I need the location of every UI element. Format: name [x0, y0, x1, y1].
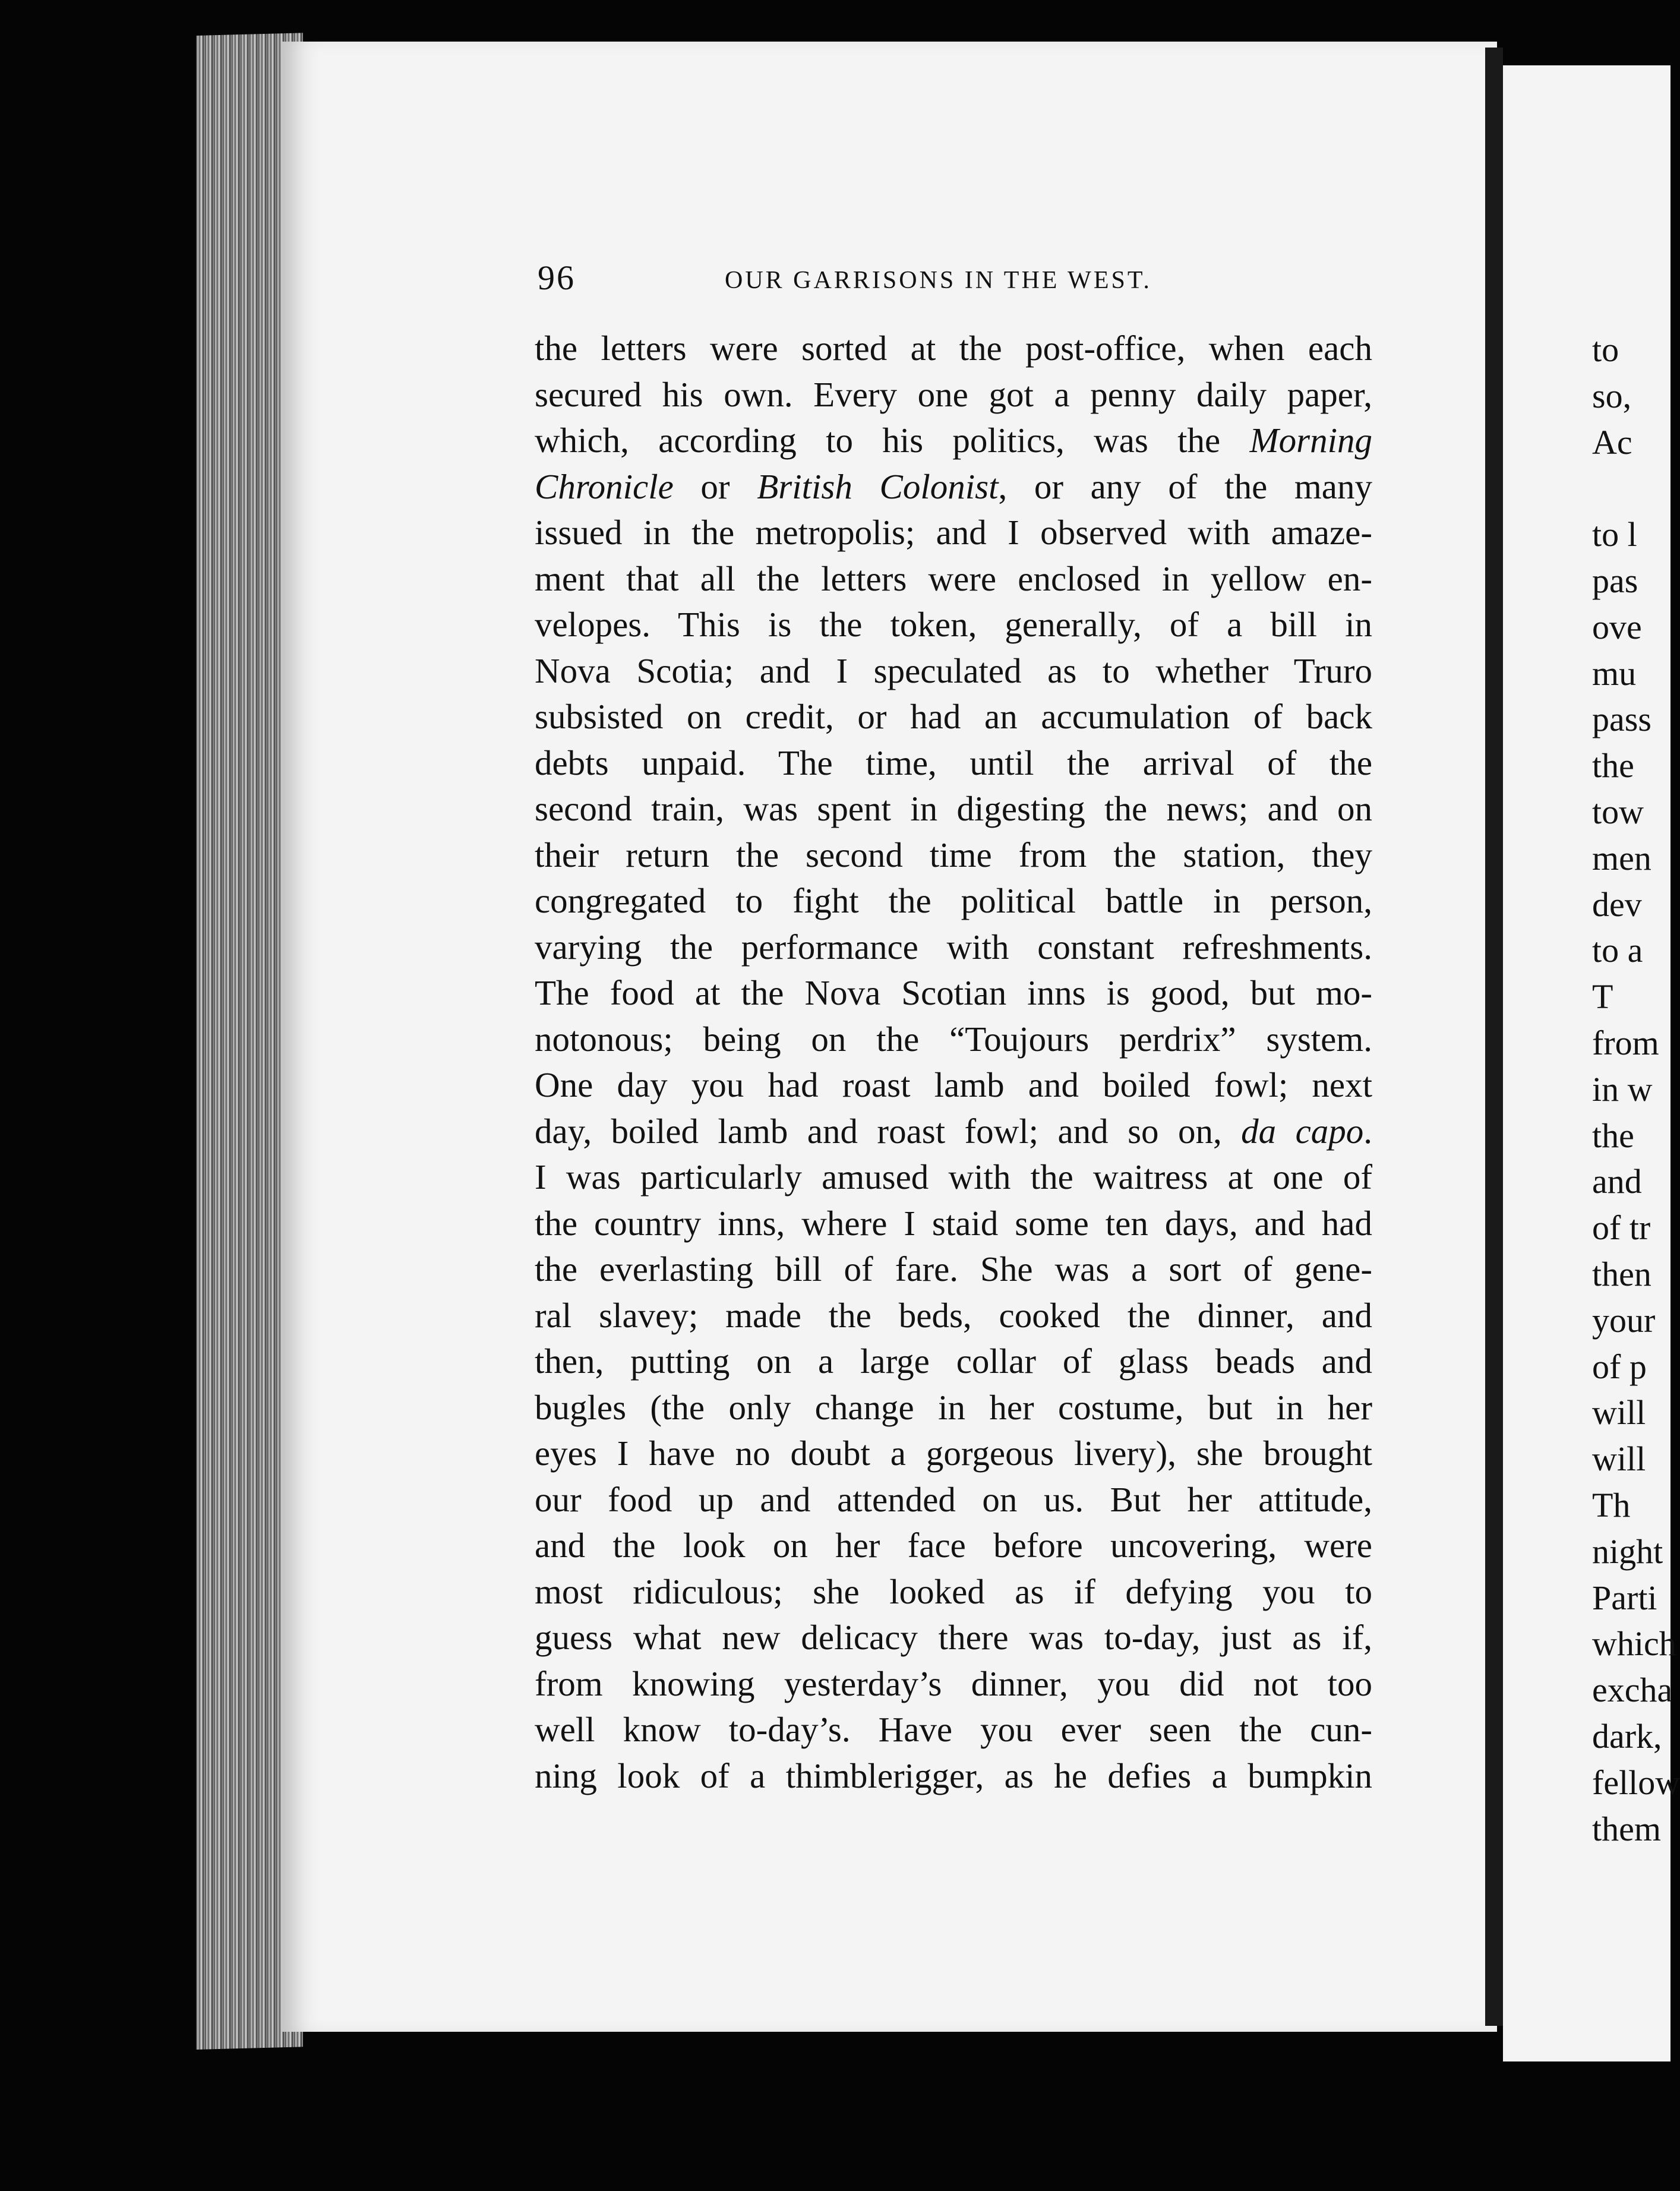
text-line-content: from knowing yesterday’s dinner, you did not too: [535, 1663, 1372, 1703]
text-line: [535, 1707, 1372, 1753]
text-line: [535, 1753, 1372, 1799]
facing-page-line: tow: [1592, 792, 1644, 831]
book-gutter: [1485, 48, 1503, 2026]
facing-page-line: in w: [1592, 1069, 1653, 1109]
facing-page-line: to l: [1592, 515, 1637, 554]
text-line-content: varying the performance with constant refreshments.: [535, 927, 1372, 967]
page-number: 96: [538, 258, 576, 297]
facing-page-line: night: [1592, 1532, 1663, 1571]
text-line: [535, 740, 1372, 787]
text-line-content: One day you had roast lamb and boiled fowl; next: [535, 1065, 1372, 1104]
facing-page-line: pas: [1592, 561, 1638, 600]
text-line: [535, 924, 1372, 971]
text-line: [535, 1109, 1372, 1155]
text-line: [535, 372, 1372, 418]
text-line-content: the country inns, where I staid some ten days, and had: [535, 1203, 1372, 1243]
text-line: [535, 602, 1372, 648]
facing-page-line: of p: [1592, 1347, 1647, 1386]
text-line-content: which, according to his politics, was the Morning: [535, 421, 1372, 460]
text-line-content: most ridiculous; she looked as if defying you to: [535, 1571, 1372, 1611]
facing-page-line: dark,: [1592, 1716, 1662, 1756]
facing-page-line: fellow: [1592, 1763, 1680, 1802]
body-text: [535, 326, 1372, 1799]
text-line: [535, 1569, 1372, 1615]
text-line: [535, 832, 1372, 879]
text-line: [535, 1477, 1372, 1523]
text-line: [535, 878, 1372, 924]
facing-page-line: will: [1592, 1393, 1646, 1432]
text-line-content: I was particularly amused with the waitress at one of: [535, 1157, 1372, 1196]
text-line: [535, 648, 1372, 694]
text-line: [535, 1016, 1372, 1063]
text-line-content: our food up and attended on us. But her attitude,: [535, 1479, 1372, 1519]
facing-page-line: Ac: [1592, 422, 1632, 462]
facing-page-line: so,: [1592, 376, 1632, 415]
text-line: [535, 1293, 1372, 1339]
text-line-content: Nova Scotia; and I speculated as to whether Truro: [535, 651, 1372, 690]
text-line-content: well know to-day’s. Have you ever seen the cun-: [535, 1710, 1372, 1749]
text-line: [535, 510, 1372, 556]
facing-page-line: your: [1592, 1300, 1656, 1340]
facing-page-line: dev: [1592, 885, 1642, 924]
text-line-content: ral slavey; made the beds, cooked the dinner, and: [535, 1295, 1372, 1335]
facing-page-line: to a: [1592, 931, 1643, 970]
text-line-content: the letters were sorted at the post-office, when each: [535, 329, 1372, 368]
text-line-content: Chronicle or British Colonist, or any of the many: [535, 466, 1372, 506]
text-line: [535, 1201, 1372, 1247]
facing-page: [1503, 65, 1680, 2061]
text-line-content: subsisted on credit, or had an accumulation of back: [535, 697, 1372, 736]
text-line: [535, 970, 1372, 1016]
facing-page-line: which: [1592, 1624, 1676, 1663]
text-line: [535, 1338, 1372, 1385]
text-line-content: eyes I have no doubt a gorgeous livery), she brought: [535, 1434, 1372, 1473]
text-line-content: the everlasting bill of fare. She was a sort of gene-: [535, 1249, 1372, 1289]
text-line-content: The food at the Nova Scotian inns is good, but mo-: [535, 973, 1372, 1012]
facing-page-line: Th: [1592, 1485, 1631, 1524]
facing-page-line: T: [1592, 977, 1613, 1016]
text-line: [535, 1246, 1372, 1293]
text-line: [535, 1062, 1372, 1109]
facing-page-line: then: [1592, 1254, 1651, 1293]
text-line-content: ment that all the letters were enclosed in yellow en-: [535, 558, 1372, 598]
text-line: [535, 1385, 1372, 1431]
text-line: [535, 556, 1372, 602]
facing-page-line: the: [1592, 746, 1634, 785]
text-line-content: debts unpaid. The time, until the arrival of the: [535, 743, 1372, 782]
running-title: OUR GARRISONS IN THE WEST.: [725, 267, 1152, 294]
facing-page-text: [1592, 327, 1680, 1852]
facing-page-line: excha: [1592, 1671, 1673, 1710]
text-line: [535, 326, 1372, 372]
text-line-content: guess what new delicacy there was to-day, just as if,: [535, 1618, 1372, 1657]
facing-page-line: mu: [1592, 653, 1637, 693]
facing-page-line: from: [1592, 1023, 1659, 1062]
text-line: [535, 1523, 1372, 1569]
text-line: [535, 694, 1372, 740]
text-line: [535, 1615, 1372, 1661]
facing-page-line: to: [1592, 330, 1619, 369]
text-line-content: then, putting on a large collar of glass beads and: [535, 1341, 1372, 1381]
text-line-content: velopes. This is the token, generally, of a bill in: [535, 605, 1372, 644]
text-line-content: ning look of a thimblerigger, as he defies a bumpkin: [535, 1756, 1372, 1795]
text-line-content: congregated to fight the political battle in person,: [535, 881, 1372, 920]
text-line: [535, 464, 1372, 510]
text-line-content: issued in the metropolis; and I observed with amaze-: [535, 513, 1372, 552]
text-line-content: notonous; being on the “Toujours perdrix” system.: [535, 1019, 1372, 1059]
facing-page-line: Parti: [1592, 1578, 1657, 1617]
facing-page-line: men: [1592, 838, 1651, 877]
text-line-content: secured his own. Every one got a penny daily paper,: [535, 374, 1372, 414]
text-line: [535, 786, 1372, 832]
facing-page-line: of tr: [1592, 1208, 1651, 1248]
facing-page-line: will: [1592, 1439, 1646, 1479]
text-line-content: bugles (the only change in her costume, but in her: [535, 1387, 1372, 1427]
text-line-content: their return the second time from the station, they: [535, 835, 1372, 874]
text-line-content: day, boiled lamb and roast fowl; and so on, da capo.: [535, 1111, 1373, 1151]
facing-page-line: pass: [1592, 700, 1651, 739]
text-line: [535, 1431, 1372, 1477]
facing-page-line: [1592, 465, 1680, 512]
facing-page-line: and: [1592, 1162, 1642, 1201]
text-line: [535, 1661, 1372, 1707]
facing-page-line: ove: [1592, 607, 1642, 646]
text-line-content: and the look on her face before uncovering, were: [535, 1526, 1372, 1565]
facing-page-line: the: [1592, 1116, 1634, 1155]
facing-page-line: them: [1592, 1809, 1661, 1848]
text-line: [535, 418, 1372, 464]
text-line-content: second train, was spent in digesting the news; and on: [535, 789, 1372, 828]
text-line: [535, 1154, 1372, 1201]
